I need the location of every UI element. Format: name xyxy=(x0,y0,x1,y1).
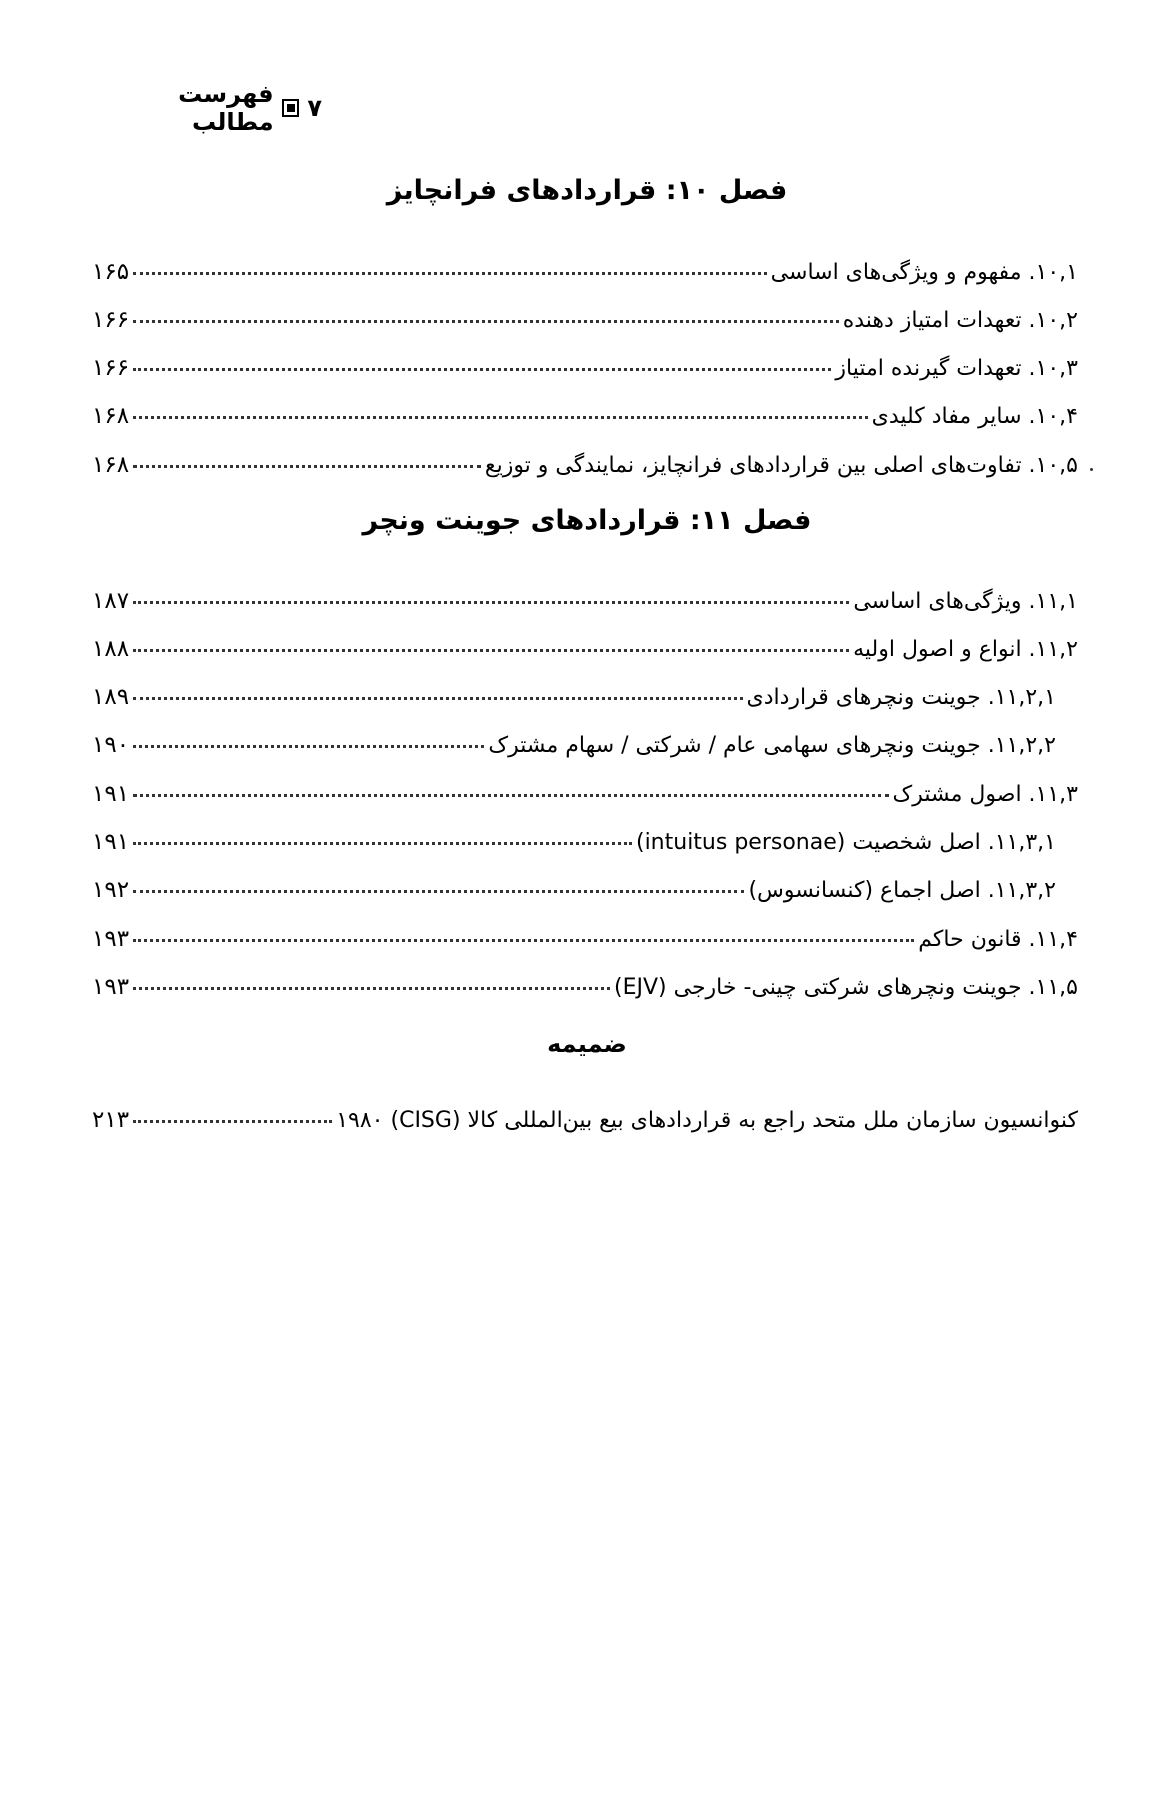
toc-entry[interactable] xyxy=(92,293,1078,333)
toc-subentry[interactable] xyxy=(92,863,1056,903)
toc-entry-page: ۱۸۷ xyxy=(92,588,130,614)
stray-mark xyxy=(1090,468,1093,471)
toc-entry[interactable] xyxy=(92,1093,1078,1133)
toc-entry[interactable] xyxy=(92,574,1078,614)
toc-entry[interactable] xyxy=(92,960,1078,1000)
toc-entry[interactable] xyxy=(92,341,1078,381)
toc-entry[interactable] xyxy=(92,438,1078,478)
toc-entry-page: ۱۹۱ xyxy=(92,829,130,855)
page-number: ۷ xyxy=(307,94,322,122)
dot-leader xyxy=(133,890,744,893)
dot-leader xyxy=(133,649,849,652)
toc-entry[interactable] xyxy=(92,389,1078,429)
running-title: فهرست مطالب xyxy=(178,80,274,136)
chapter-11-title: فصل ۱۱: قراردادهای جوینت ونچر xyxy=(362,505,812,536)
toc-entry-page: ۱۶۸ xyxy=(92,403,130,429)
boxed-square-icon xyxy=(282,99,300,117)
toc-entry-page: ۲۱۳ xyxy=(92,1107,130,1133)
toc-entry-label: ۱۰,۳. تعهدات گیرنده امتیاز xyxy=(835,356,1078,381)
dot-leader xyxy=(133,272,767,275)
dot-leader xyxy=(133,368,831,371)
chapter-10-title: فصل ۱۰: قراردادهای فرانچایز xyxy=(386,175,788,206)
toc-entry-label: کنوانسیون سازمان ملل متحد راجع به قراردادهای بیع بین‌المللی کالا (CISG) ۱۹۸۰ xyxy=(336,1108,1078,1133)
toc-entry-label: ۱۱,۳,۱. اصل شخصیت (intuitus personae) xyxy=(635,830,1056,855)
page-header xyxy=(92,80,322,136)
toc-entry-label: ۱۱,۲,۱. جوینت ونچرهای قراردادی xyxy=(746,685,1056,710)
toc-entry-label: ۱۰,۲. تعهدات امتیاز دهنده xyxy=(842,308,1078,333)
toc-subentry[interactable] xyxy=(92,670,1056,710)
toc-entry-page: ۱۶۵ xyxy=(92,259,130,285)
dot-leader xyxy=(133,794,888,797)
toc-entry-page: ۱۸۸ xyxy=(92,636,130,662)
toc-entry-page: ۱۹۱ xyxy=(92,781,130,807)
dot-leader xyxy=(133,320,839,323)
toc-entry-page: ۱۹۲ xyxy=(92,877,130,903)
toc-entry-page: ۱۶۸ xyxy=(92,452,130,478)
dot-leader xyxy=(133,601,849,604)
dot-leader xyxy=(133,416,868,419)
toc-subentry[interactable] xyxy=(92,718,1056,758)
toc-entry-page: ۱۶۶ xyxy=(92,307,130,333)
dot-leader xyxy=(133,939,914,942)
toc-entry-label: ۱۱,۳,۲. اصل اجماع (کنسانسوس) xyxy=(748,878,1056,903)
appendix-title: ضمیمه xyxy=(547,1030,627,1058)
toc-entry[interactable] xyxy=(92,245,1078,285)
toc-entry[interactable] xyxy=(92,622,1078,662)
toc-entry-page: ۱۸۹ xyxy=(92,684,130,710)
toc-entry-page: ۱۹۳ xyxy=(92,926,130,952)
toc-entry-label: ۱۱,۴. قانون حاکم xyxy=(918,927,1078,952)
dot-leader xyxy=(133,745,484,748)
toc-entry-label: ۱۱,۲,۲. جوینت ونچرهای سهامی عام / شرکتی / سهام مشترک xyxy=(488,733,1056,758)
dot-leader xyxy=(133,842,632,845)
dot-leader xyxy=(133,1120,332,1123)
dot-leader xyxy=(133,465,481,468)
toc-entry-page: ۱۶۶ xyxy=(92,355,130,381)
toc-entry-page: ۱۹۰ xyxy=(92,732,130,758)
dot-leader xyxy=(133,987,610,990)
toc-entry-label: ۱۱,۱. ویژگی‌های اساسی xyxy=(853,589,1078,614)
toc-entry-label: ۱۱,۲. انواع و اصول اولیه xyxy=(853,637,1078,662)
toc-entry[interactable] xyxy=(92,912,1078,952)
toc-entry-label: ۱۱,۳. اصول مشترک xyxy=(892,782,1078,807)
toc-entry-page: ۱۹۳ xyxy=(92,974,130,1000)
dot-leader xyxy=(133,697,742,700)
toc-entry-label: ۱۰,۵. تفاوت‌های اصلی بین قراردادهای فرانچایز، نمایندگی و توزیع xyxy=(484,453,1078,478)
toc-entry-label: ۱۱,۵. جوینت ونچرهای شرکتی چینی- خارجی (EJV) xyxy=(613,975,1078,1000)
toc-entry-label: ۱۰,۴. سایر مفاد کلیدی xyxy=(871,404,1078,429)
toc-entry-label: ۱۰,۱. مفهوم و ویژگی‌های اساسی xyxy=(770,260,1078,285)
toc-entry[interactable] xyxy=(92,767,1078,807)
toc-subentry[interactable] xyxy=(92,815,1056,855)
